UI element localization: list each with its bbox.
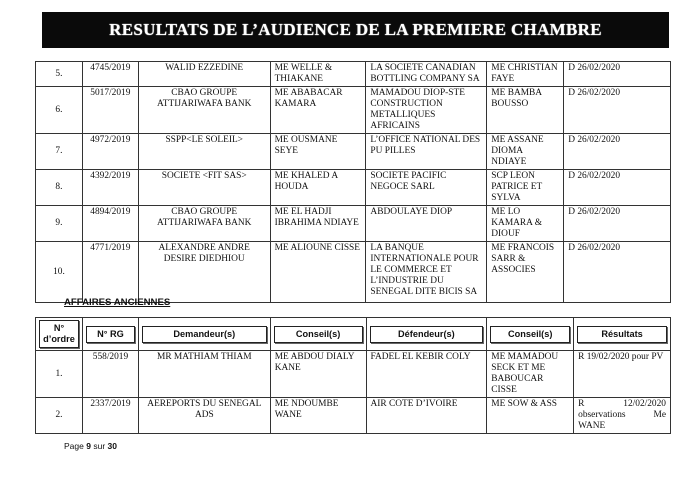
cell-demandeur: SSPP<LE SOLEIL> [138, 134, 270, 170]
cell-defendeur: L’OFFICE NATIONAL DES PU PILLES [366, 134, 487, 170]
cell-rg: 4392/2019 [82, 170, 138, 206]
cell-conseil-1: ME EL HADJI IBRAHIMA NDIAYE [270, 206, 366, 242]
cell-resultat: R 12/02/2020 observations Me WANE [574, 398, 671, 434]
cell-resultat: D 26/02/2020 [564, 206, 671, 242]
table-row [36, 170, 671, 206]
cell-defendeur: LA BANQUE INTERNATIONALE POUR LE COMMERCE ET L’INDUSTRIE DU SENEGAL DITE BICIS SA [366, 242, 487, 303]
footer-prefix: Page [64, 441, 84, 451]
cell-ordre: 6. [36, 87, 83, 134]
cell-ordre: 8. [36, 170, 83, 206]
section-title: AFFAIRES ANCIENNES [64, 297, 171, 308]
col-resultats [574, 318, 671, 351]
col-conseil-2-label: Conseil(s) [490, 326, 570, 343]
cell-defendeur: FADEL EL KEBIR COLY [366, 351, 487, 398]
cell-conseil-1: ME ALIOUNE CISSE [270, 242, 366, 303]
col-ordre [36, 318, 83, 351]
col-conseil-1 [270, 318, 366, 351]
cell-ordre: 7. [36, 134, 83, 170]
cell-defendeur: ABDOULAYE DIOP [366, 206, 487, 242]
footer-sep: sur [93, 441, 106, 451]
col-demandeur-label: Demandeur(s) [142, 326, 267, 343]
cell-resultat: D 26/02/2020 [564, 170, 671, 206]
page-title: RESULTATS DE L’AUDIENCE DE LA PREMIERE CHAMBRE [109, 20, 602, 39]
cell-rg: 5017/2019 [82, 87, 138, 134]
table-row [36, 242, 671, 303]
cell-defendeur: MAMADOU DIOP-STE CONSTRUCTION METALLIQUES AFRICAINS [366, 87, 487, 134]
cell-conseil-2: SCP LEON PATRICE ET SYLVA [487, 170, 564, 206]
table-row [36, 351, 671, 398]
table-row [36, 87, 671, 134]
cell-rg: 4745/2019 [82, 62, 138, 87]
cell-conseil-1: ME WELLE & THIAKANE [270, 62, 366, 87]
cell-conseil-1: ME KHALED A HOUDA [270, 170, 366, 206]
page-footer [64, 441, 117, 451]
col-resultats-label: Résultats [577, 326, 667, 343]
cell-rg: 4771/2019 [82, 242, 138, 303]
cell-conseil-2: ME MAMADOU SECK ET ME BABOUCAR CISSE [487, 351, 574, 398]
table-row [36, 62, 671, 87]
table-row [36, 206, 671, 242]
col-defendeur-label: Défendeur(s) [370, 326, 484, 343]
old-cases-table [35, 317, 671, 434]
cell-resultat: D 26/02/2020 [564, 242, 671, 303]
col-demandeur [138, 318, 270, 351]
cell-rg: 2337/2019 [82, 398, 138, 434]
page-header-banner [42, 12, 669, 48]
cell-conseil-1: ME ABABACAR KAMARA [270, 87, 366, 134]
cell-conseil-1: ME ABDOU DIALY KANE [270, 351, 366, 398]
col-defendeur [366, 318, 487, 351]
table-header-row [36, 318, 671, 351]
cell-demandeur: CBAO GROUPE ATTIJARIWAFA BANK [138, 206, 270, 242]
cell-resultat: D 26/02/2020 [564, 87, 671, 134]
cell-conseil-2: ME FRANCOIS SARR & ASSOCIES [487, 242, 564, 303]
footer-page-number: 9 [86, 441, 91, 451]
table-row [36, 398, 671, 434]
cell-demandeur: WALID EZZEDINE [138, 62, 270, 87]
col-conseil-1-label: Conseil(s) [274, 326, 363, 343]
footer-page-total: 30 [107, 441, 117, 451]
cell-ordre: 2. [36, 398, 83, 434]
cell-demandeur: AEREPORTS DU SENEGAL ADS [138, 398, 270, 434]
cell-resultat: D 26/02/2020 [564, 134, 671, 170]
cell-resultat: D 26/02/2020 [564, 62, 671, 87]
results-table [35, 61, 671, 303]
table-row [36, 134, 671, 170]
cell-defendeur: LA SOCIETE CANADIAN BOTTLING COMPANY SA [366, 62, 487, 87]
cell-demandeur: MR MATHIAM THIAM [138, 351, 270, 398]
cell-resultat: R 19/02/2020 pour PV [574, 351, 671, 398]
cell-conseil-2: ME SOW & ASS [487, 398, 574, 434]
cell-conseil-1: ME NDOUMBE WANE [270, 398, 366, 434]
cell-ordre: 10. [36, 242, 83, 303]
cell-rg: 4972/2019 [82, 134, 138, 170]
cell-conseil-2: ME BAMBA BOUSSO [487, 87, 564, 134]
cell-demandeur: ALEXANDRE ANDRE DESIRE DIEDHIOU [138, 242, 270, 303]
cell-rg: 558/2019 [82, 351, 138, 398]
cell-ordre: 9. [36, 206, 83, 242]
cell-conseil-1: ME OUSMANE SEYE [270, 134, 366, 170]
cell-ordre: 1. [36, 351, 83, 398]
cell-conseil-2: ME LO KAMARA & DIOUF [487, 206, 564, 242]
col-rg [82, 318, 138, 351]
cell-ordre: 5. [36, 62, 83, 87]
cell-rg: 4894/2019 [82, 206, 138, 242]
col-ordre-label: N° d’ordre [39, 320, 79, 348]
cell-demandeur: CBAO GROUPE ATTIJARIWAFA BANK [138, 87, 270, 134]
cell-conseil-2: ME CHRISTIAN FAYE [487, 62, 564, 87]
cell-defendeur: SOCIETE PACIFIC NEGOCE SARL [366, 170, 487, 206]
cell-defendeur: AIR COTE D’IVOIRE [366, 398, 487, 434]
cell-conseil-2: ME ASSANE DIOMA NDIAYE [487, 134, 564, 170]
col-rg-label: N° RG [86, 326, 135, 343]
cell-demandeur: SOCIETE <FIT SAS> [138, 170, 270, 206]
col-conseil-2 [487, 318, 574, 351]
